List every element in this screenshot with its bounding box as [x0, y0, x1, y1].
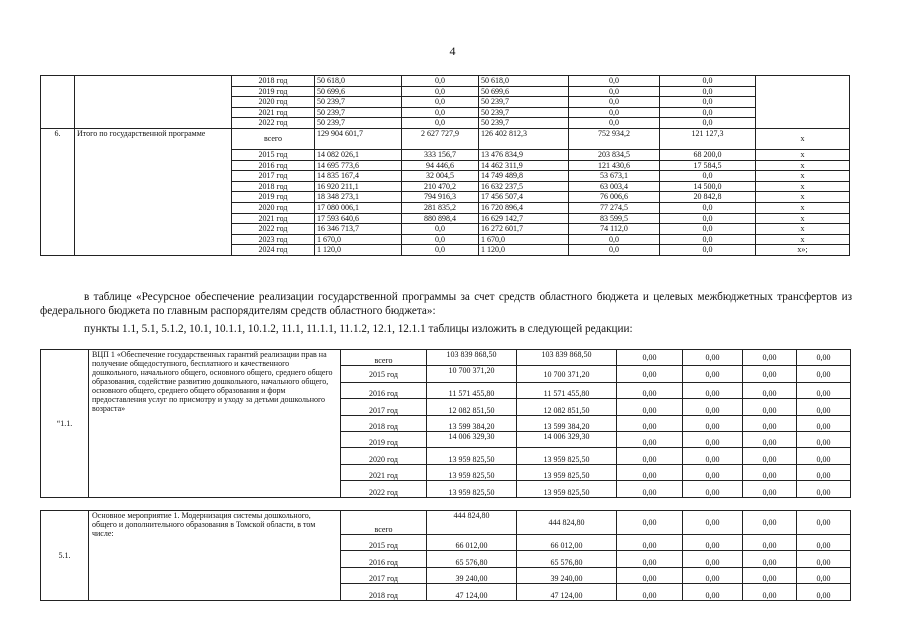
item-number: 5.1. — [41, 511, 89, 601]
table-row: “1.1. ВЦП 1 «Обеспечение государственных гарантий реализации прав на получение общедоступного, бесплатного и качественного дошкольного, начального общего, основного общего, среднего общего образования, содействие развитию дошкольного, начального общего, основного общего, среднего общего образования и форм предоставления услуг по присмотру и уходу за детьми дошкольного возраста» всего 103 839 868,50 103 839 868,50 0,00 0,00 0,00 0,00 — [41, 350, 851, 366]
table-row: 2020 год 13 959 825,50 13 959 825,50 0,00 0,00 0,00 0,00 — [41, 448, 851, 464]
table-row: 2018 год 16 920 211,1 210 470,2 16 632 237,5 63 003,4 14 500,0 х — [41, 181, 850, 192]
table-row: 2020 год 17 080 006,1 281 835,2 16 720 896,4 77 274,5 0,0 х — [41, 202, 850, 213]
table-row: 2017 год 39 240,00 39 240,00 0,00 0,00 0,00 0,00 — [41, 567, 851, 583]
program-totals-table — [40, 75, 850, 256]
item-number: 6. — [41, 128, 75, 255]
table-row: 2022 год 16 346 713,7 0,0 16 272 601,7 74 112,0 0,0 х — [41, 224, 850, 235]
table-row: 2018 год 50 618,0 0,0 50 618,0 0,0 0,0 — [41, 76, 850, 87]
table-row: 2016 год 11 571 455,80 11 571 455,80 0,00 0,00 0,00 0,00 — [41, 382, 851, 398]
table-row: 2015 год 66 012,00 66 012,00 0,00 0,00 0,00 0,00 — [41, 535, 851, 551]
table-row: 6. Итого по государственной программе всего 129 904 601,7 2 627 727,9 126 402 812,3 752 934,2 121 127,3 х — [41, 128, 850, 149]
table-row: 2017 год 12 082 851,50 12 082 851,50 0,00 0,00 0,00 0,00 — [41, 399, 851, 415]
vcp-table — [40, 349, 851, 498]
measure-table — [40, 510, 851, 601]
table-row: 2019 год 50 699,6 0,0 50 699,6 0,0 0,0 — [41, 86, 850, 97]
table-row: 2017 год 14 835 167,4 32 004,5 14 749 489,8 53 673,1 0,0 х — [41, 171, 850, 182]
table-row: 5.1. Основное мероприятие 1. Модернизация системы дошкольного, общего и дополнительного образования в Томской области, в том числе: всего 444 824,80 444 824,80 0,00 0,00 0,00 0,00 — [41, 511, 851, 535]
table-row: 2020 год 50 239,7 0,0 50 239,7 0,0 0,0 — [41, 97, 850, 108]
item-name: Итого по государственной программе — [75, 128, 232, 255]
instruction-paragraph: в таблице «Ресурсное обеспечение реализации государственной программы за счет средств областного бюджета и целевых межбюджетных трансфертов из федерального бюджета по главным распорядителям средств областного бюджета»: — [40, 291, 852, 317]
table-row: 2022 год 50 239,7 0,0 50 239,7 0,0 0,0 — [41, 118, 850, 129]
items-paragraph: пункты 1.1, 5.1, 5.1.2, 10.1, 10.1.1, 10.1.2, 11.1, 11.1.1, 11.1.2, 12.1, 12.1.1 таблицы изложить в следующей редакции: — [84, 323, 633, 335]
table-row: 2015 год 10 700 371,20 10 700 371,20 0,00 0,00 0,00 0,00 — [41, 366, 851, 382]
page-number: 4 — [449, 44, 456, 58]
table-row: 2016 год 65 576,80 65 576,80 0,00 0,00 0,00 0,00 — [41, 551, 851, 567]
table-row: 2018 год 47 124,00 47 124,00 0,00 0,00 0,00 0,00 — [41, 584, 851, 600]
item-name: ВЦП 1 «Обеспечение государственных гарантий реализации прав на получение общедоступного, бесплатного и качественного дошкольного, начального общего, основного общего, среднего общего образования, содействие развитию дошкольного, начального общего, основного общего, среднего общего образования и форм предоставления услуг по присмотру и уходу за детьми дошкольного возраста» — [89, 350, 341, 498]
table-row: 2021 год 50 239,7 0,0 50 239,7 0,0 0,0 — [41, 107, 850, 118]
table-row: 2019 год 18 348 273,1 794 916,3 17 456 507,4 76 006,6 20 842,8 х — [41, 192, 850, 203]
table-row: 2019 год 14 006 329,30 14 006 329,30 0,00 0,00 0,00 0,00 — [41, 431, 851, 447]
year-cell: 2018 год — [232, 76, 315, 87]
table-row: 2021 год 17 593 640,6 880 898,4 16 629 142,7 83 599,5 0,0 х — [41, 213, 850, 224]
table-row: 2023 год 1 670,0 0,0 1 670,0 0,0 0,0 х — [41, 234, 850, 245]
item-number: “1.1. — [41, 350, 89, 498]
table-row: 2015 год 14 082 026,1 333 156,7 13 476 834,9 203 834,5 68 200,0 х — [41, 149, 850, 160]
item-name: Основное мероприятие 1. Модернизация системы дошкольного, общего и дополнительного образования в Томской области, в том числе: — [89, 511, 341, 601]
table-row: 2021 год 13 959 825,50 13 959 825,50 0,00 0,00 0,00 0,00 — [41, 464, 851, 480]
table-row: 2022 год 13 959 825,50 13 959 825,50 0,00 0,00 0,00 0,00 — [41, 481, 851, 497]
table-row: 2024 год 1 120,0 0,0 1 120,0 0,0 0,0 х»; — [41, 245, 850, 256]
table-row: 2016 год 14 695 773,6 94 446,6 14 462 311,9 121 430,6 17 584,5 х — [41, 160, 850, 171]
table-row: 2018 год 13 599 384,20 13 599 384,20 0,00 0,00 0,00 0,00 — [41, 415, 851, 431]
